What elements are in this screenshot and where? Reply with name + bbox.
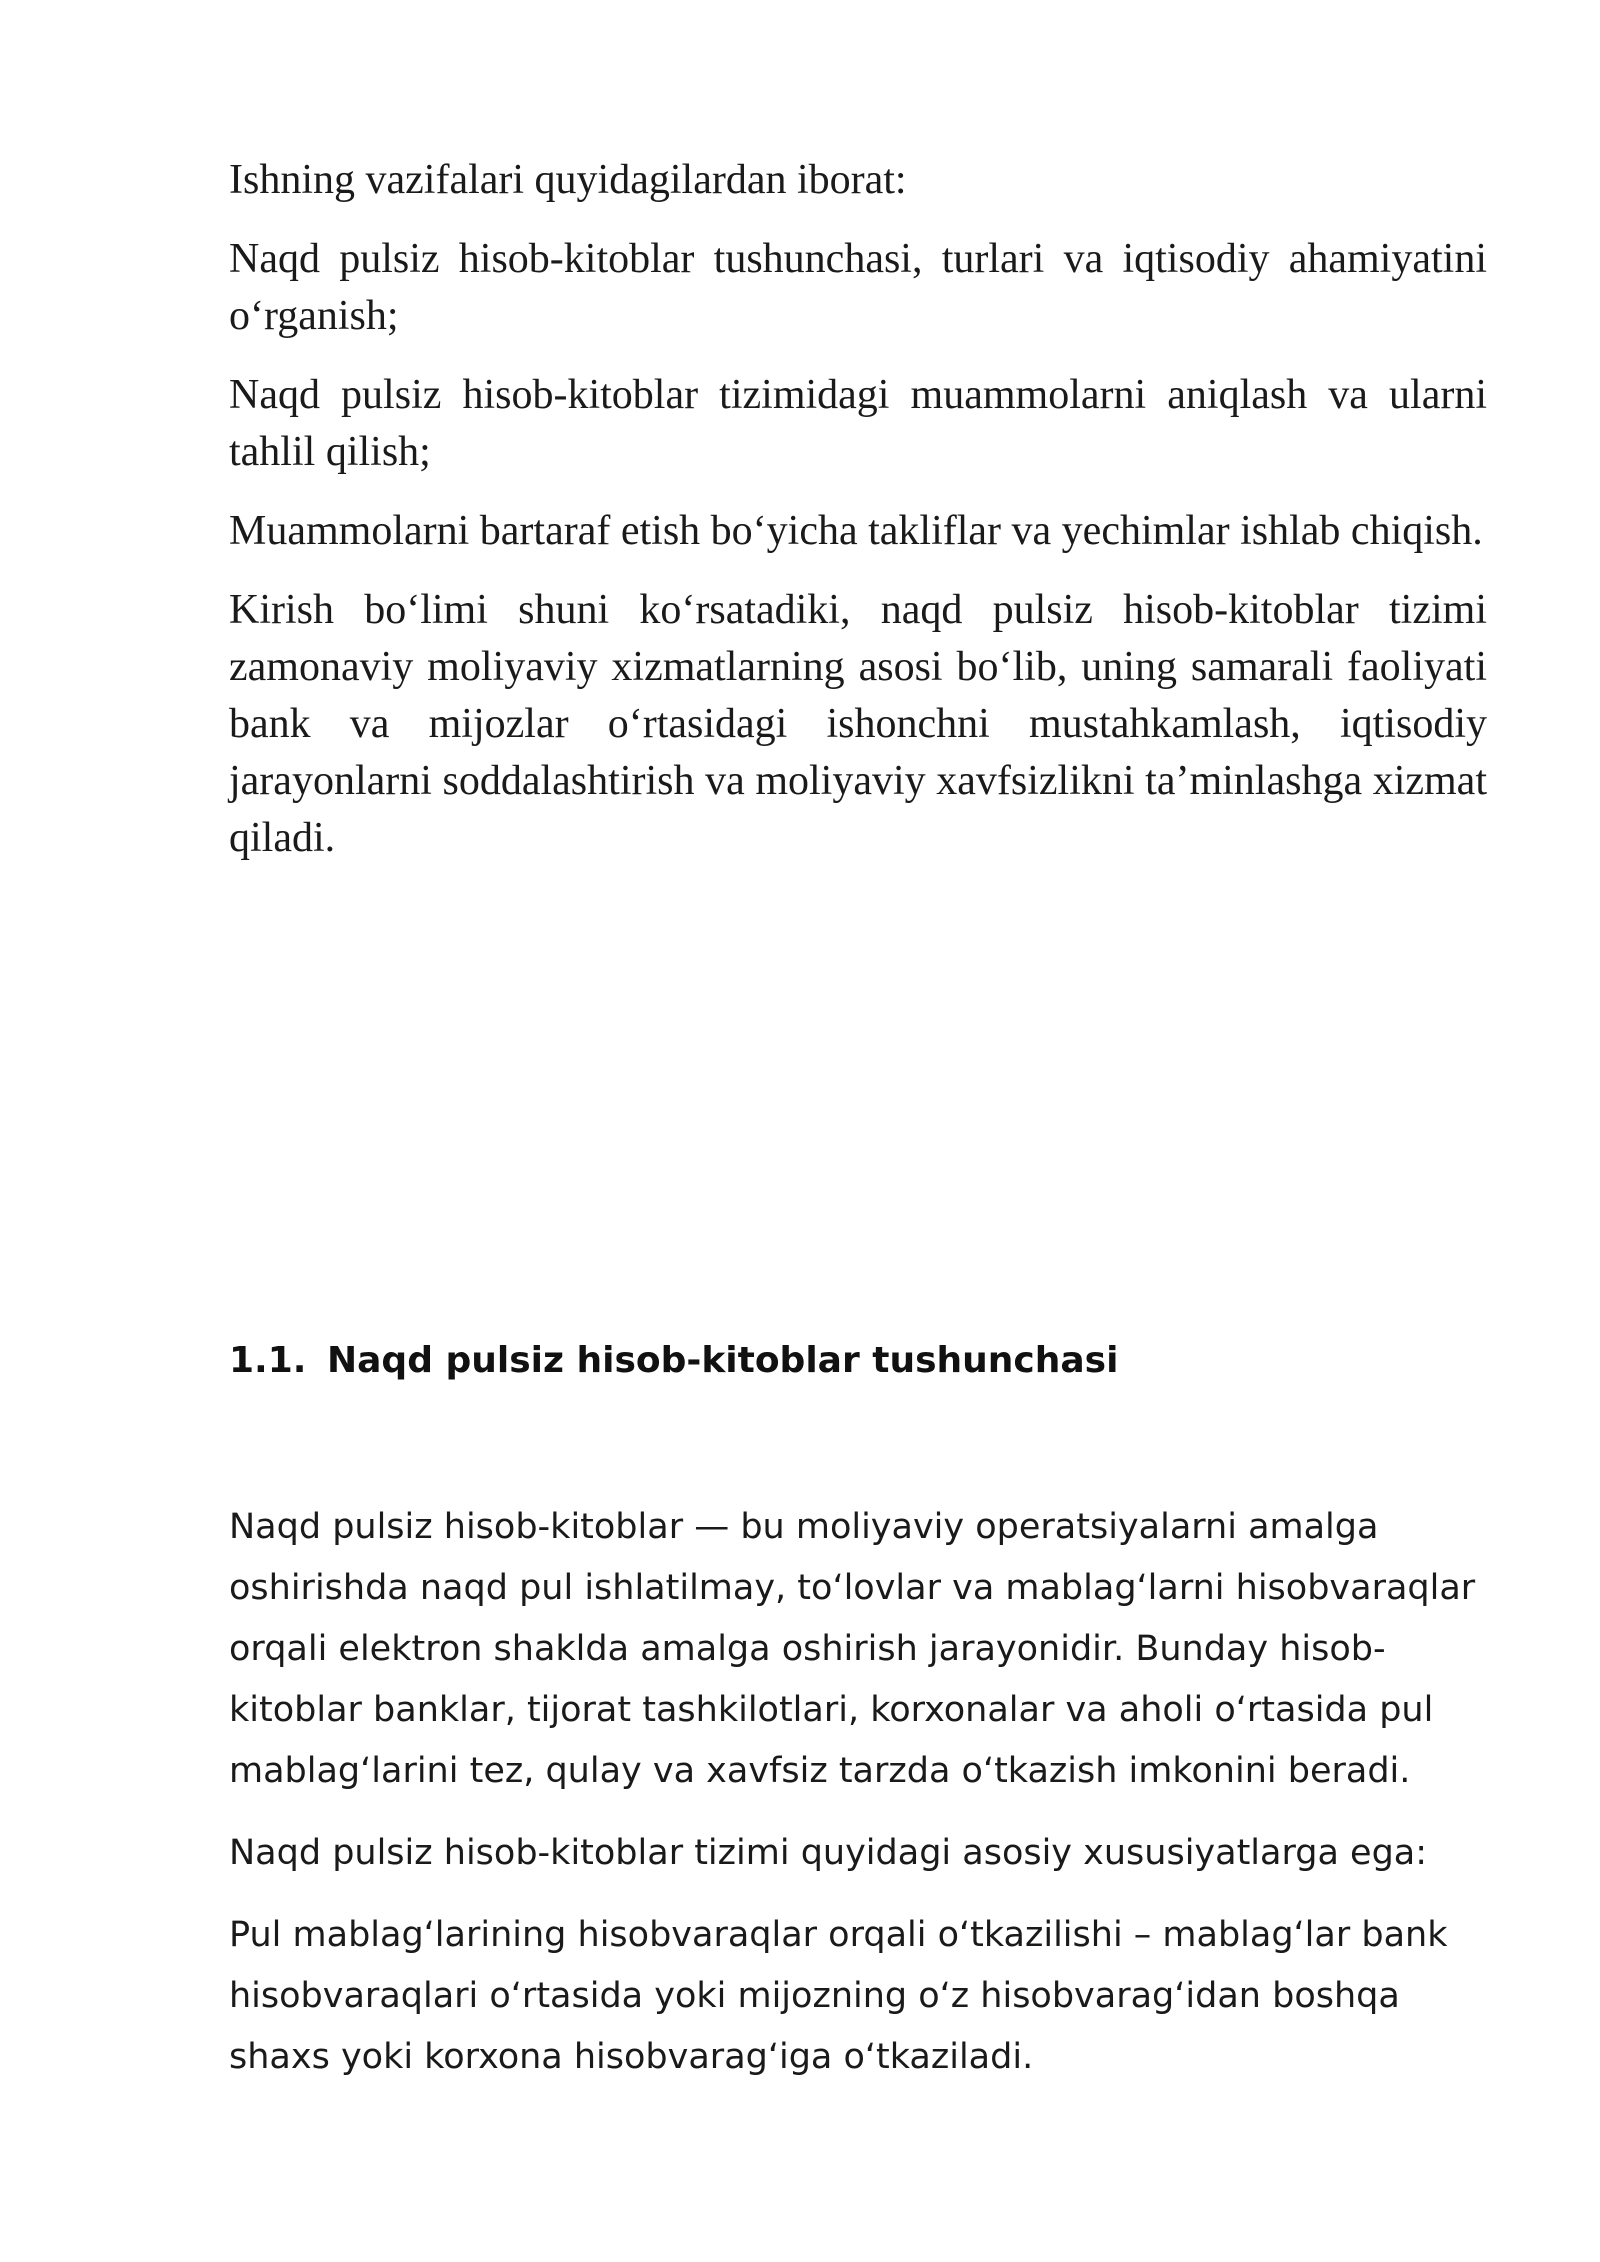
tasks-intro-paragraph: Ishning vazifalari quyidagilardan iborat: xyxy=(229,157,907,203)
section-heading xyxy=(229,1336,1118,1386)
intro-section xyxy=(229,152,1487,867)
task-item-1: Naqd pulsiz hisob-kitoblar tushunchasi, turlari va iqtisodiy ahamiyatini oʻrganish; xyxy=(229,236,1487,339)
section-number: 1.1. xyxy=(229,1340,307,1381)
section-title: Naqd pulsiz hisob-kitoblar tushunchasi xyxy=(327,1340,1119,1381)
section-body xyxy=(229,1497,1499,2088)
task-item-3: Muammolarni bartaraf etish boʻyicha takliflar va yechimlar ishlab chiqish. xyxy=(229,508,1483,554)
intro-conclusion-paragraph: Kirish boʻlimi shuni koʻrsatadiki, naqd pulsiz hisob-kitoblar tizimi zamonaviy moliyaviy xizmatlarning asosi boʻlib, uning samarali faoliyati bank va mijozlar oʻrtasidagi ishonchni mustahkamlash, iqtisodiy jarayonlarni soddalashtirish va moliyaviy xavfsizlikni ta’minlashga xizmat qiladi. xyxy=(229,587,1487,861)
task-item-2: Naqd pulsiz hisob-kitoblar tizimidagi muammolarni aniqlash va ularni tahlil qilish; xyxy=(229,372,1487,475)
section-paragraph-2: Naqd pulsiz hisob-kitoblar tizimi quyidagi asosiy xususiyatlarga ega: xyxy=(229,1833,1428,1873)
section-paragraph-1: Naqd pulsiz hisob-kitoblar — bu moliyaviy operatsiyalarni amalga oshirishda naqd pul ishlatilmay, toʻlovlar va mablagʻlarni hisobvaraqlar orqali elektron shaklda amalga oshirish jarayonidir. Bunday hisob-kitoblar banklar, tijorat tashkilotlari, korxonalar va aholi oʻrtasida pul mablagʻlarini tez, qulay va xavfsiz tarzda oʻtkazish imkonini beradi. xyxy=(229,1507,1476,1791)
section-paragraph-3: Pul mablagʻlarining hisobvaraqlar orqali oʻtkazilishi – mablagʻlar bank hisobvaraqlari oʻrtasida yoki mijozning oʻz hisobvaragʻidan boshqa shaxs yoki korxona hisobvaragʻiga oʻtkaziladi. xyxy=(229,1915,1448,2077)
